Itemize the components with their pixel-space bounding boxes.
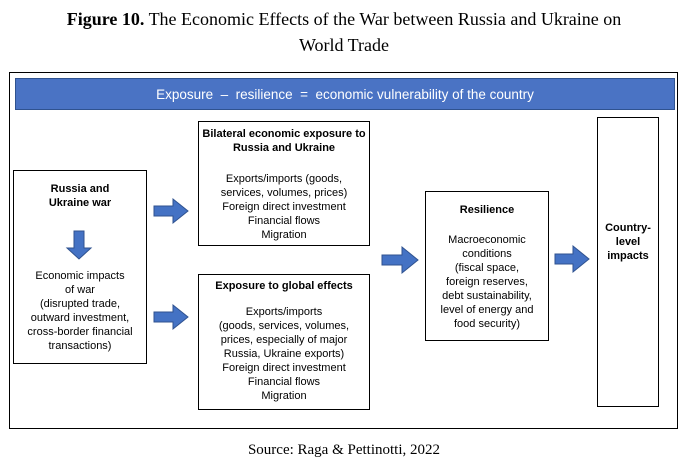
banner-text: Exposure – resilience = economic vulnerability of the country — [156, 86, 534, 102]
global-line: Financial flows — [247, 376, 321, 388]
war-line: of war — [65, 284, 95, 296]
war-line: (disrupted trade, — [39, 298, 121, 310]
war-title-line2: Ukraine war — [48, 197, 112, 209]
global-title: Exposure to global effects — [215, 280, 353, 292]
impacts-line: Country- — [605, 222, 651, 234]
resilience-title: Resilience — [459, 204, 515, 216]
war-line: cross-border financial — [27, 326, 133, 338]
resilience-line: food security) — [453, 318, 521, 330]
impacts-line: level — [615, 236, 641, 248]
global-line: (goods, services, volumes, — [218, 320, 350, 332]
impacts-line: impacts — [607, 250, 649, 262]
war-line: outward investment, — [30, 312, 130, 324]
bilateral-line: Migration — [261, 229, 307, 241]
figure-title-line2: World Trade — [298, 35, 390, 55]
figure-label: Figure 10. — [66, 9, 145, 29]
right-arrow-to-impacts — [555, 246, 589, 272]
bilateral-line: Exports/imports (goods, — [225, 173, 343, 185]
war-line: Economic impacts — [35, 270, 125, 282]
right-arrow-to-bilateral — [154, 199, 188, 223]
bilateral-line: Financial flows — [247, 215, 321, 227]
resilience-line: Macroeconomic — [448, 234, 526, 246]
war-line: transactions) — [48, 340, 112, 352]
resilience-line: conditions — [462, 248, 512, 260]
global-line: Russia, Ukraine exports) — [223, 348, 345, 360]
bilateral-title-line2: Russia and Ukraine — [232, 142, 336, 154]
global-line: Migration — [261, 390, 307, 402]
resilience-line: (fiscal space, — [454, 262, 520, 274]
bilateral-title-line1: Bilateral economic exposure to — [202, 128, 366, 140]
figure-title-line1: The Economic Effects of the War between Russia and Ukraine on — [148, 9, 622, 29]
resilience-line: foreign reserves, — [446, 276, 528, 288]
right-arrow-to-global — [154, 305, 188, 329]
bilateral-line: services, volumes, prices) — [220, 187, 348, 199]
global-line: Exports/imports — [245, 306, 323, 318]
global-line: prices, especially of major — [220, 334, 348, 346]
war-title-line1: Russia and — [50, 183, 110, 195]
global-line: Foreign direct investment — [222, 362, 346, 374]
down-arrow — [67, 231, 91, 259]
source-note: Source: Raga & Pettinotti, 2022 — [247, 442, 441, 458]
right-arrow-to-resilience — [382, 247, 418, 273]
resilience-line: level of energy and — [440, 304, 534, 316]
resilience-line: debt sustainability, — [442, 290, 532, 302]
bilateral-line: Foreign direct investment — [222, 201, 346, 213]
